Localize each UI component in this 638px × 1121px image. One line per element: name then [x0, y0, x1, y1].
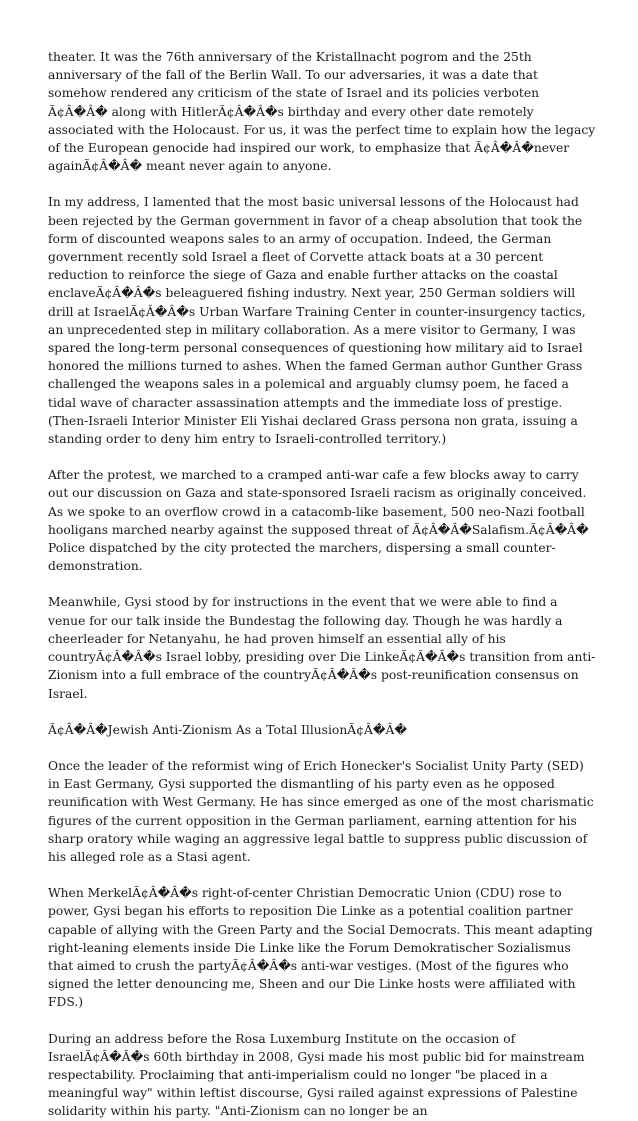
paragraph-gysi-background: Once the leader of the reformist wing of Erich Honecker's Socialist Unity Party (SED) in East Germany, Gysi supported the dismantling of his party even as he opposed reunification with West Germany. He has since emerged as one of the most charismatic figures of the current opposition in the German parliament, earning attention for his sharp oratory while waging an aggressive legal battle to suppress public discussion of his alleged role as a Stasi agent. [48, 758, 594, 864]
paragraph-rosa-luxemburg: During an address before the Rosa Luxemburg Institute on the occasion of IsraelÃ¢Â�Â�s 60th birthday in 2008, Gysi made his most public bid for mainstream respectability. Proclaiming that anti-imperialism could no longer "be placed in a meaningful way" within leftist discourse, Gysi railed against expressions of Palestine solidarity within his party. "Anti-Zionism can no longer be an [48, 1031, 585, 1119]
paragraph-gysi-bundestag: Meanwhile, Gysi stood by for instructions in the event that we were able to find a venue for our talk inside the Bundestag the following day. Though he was hardly a cheerleader for Netanyahu, he had proven himself an essential ally of his countryÃ¢Â�Â�s Israel lobby, presiding over Die LinkeÃ¢Â�Â�s transition from anti-Zionism into a full embrace of the countryÃ¢Â�Â�s post-reunification consensus on Israel. [48, 595, 596, 701]
paragraph-kristallnacht: theater. It was the 76th anniversary of the Kristallnacht pogrom and the 25th anniversary of the fall of the Berlin Wall. To our adversaries, it was a date that somehow rendered any criticism of the state of Israel and its policies verboten Ã¢Â�Â� along with HitlerÃ¢Â�Â�s birthday and every other date remotely associated with the Holocaust. For us, it was the perfect time to explain how the legacy of the European genocide had inspired our work, to emphasize that Ã¢Â�Â�never againÃ¢Â�Â� meant never again to anyone. [48, 50, 596, 174]
article-body [48, 48, 596, 1121]
section-heading: Ã¢Â�Â�Jewish Anti-Zionism As a Total IllusionÃ¢Â�Â� [48, 722, 407, 737]
paragraph-address: In my address, I lamented that the most basic universal lessons of the Holocaust had been rejected by the German government in favor of a cheap absolution that took the form of discounted weapons sales to an army of occupation. Indeed, the German government recently sold Israel a fleet of Corvette attack boats at a 30 percent reduction to reinforce the siege of Gaza and enable further attacks on the coastal enclaveÃ¢Â�Â�s beleaguered fishing industry. Next year, 250 German soldiers will drill at IsraelÃ¢Â�Â�s Urban Warfare Training Center in counter-insurgency tactics, an unprecedented step in military collaboration. As a mere visitor to Germany, I was spared the long-term personal consequences of questioning how military aid to Israel honored the millions turned to ashes. When the famed German author Gunther Grass challenged the weapons sales in a polemical and arguably clumsy poem, he faced a tidal wave of character assassination attempts and the immediate loss of prestige. (Then-Israeli Interior Minister Eli Yishai declared Grass persona non grata, issuing a standing order to deny him entry to Israeli-controlled territory.) [48, 195, 586, 447]
paragraph-protest-march: After the protest, we marched to a cramped anti-war cafe a few blocks away to carry out our discussion on Gaza and state-sponsored Israeli racism as originally conceived. As we spoke to an overflow crowd in a catacomb-like basement, 500 neo-Nazi football hooligans marched nearby against the supposed threat of Ã¢Â�Â�Salafism.Ã¢Â�Â� Police dispatched by the city protected the marchers, dispersing a small counter-demonstration. [48, 468, 589, 574]
paragraph-merkel-cdu: When MerkelÃ¢Â�Â�s right-of-center Christian Democratic Union (CDU) rose to power, Gysi began his efforts to reposition Die Linke as a potential coalition partner capable of allying with the Green Party and the Social Democrats. This meant adapting right-leaning elements inside Die Linke like the Forum Demokratischer Sozialismus that aimed to crush the partyÃ¢Â�Â�s anti-war vestiges. (Most of the figures who signed the letter denouncing me, Sheen and our Die Linke hosts were affiliated with FDS.) [48, 886, 593, 1010]
